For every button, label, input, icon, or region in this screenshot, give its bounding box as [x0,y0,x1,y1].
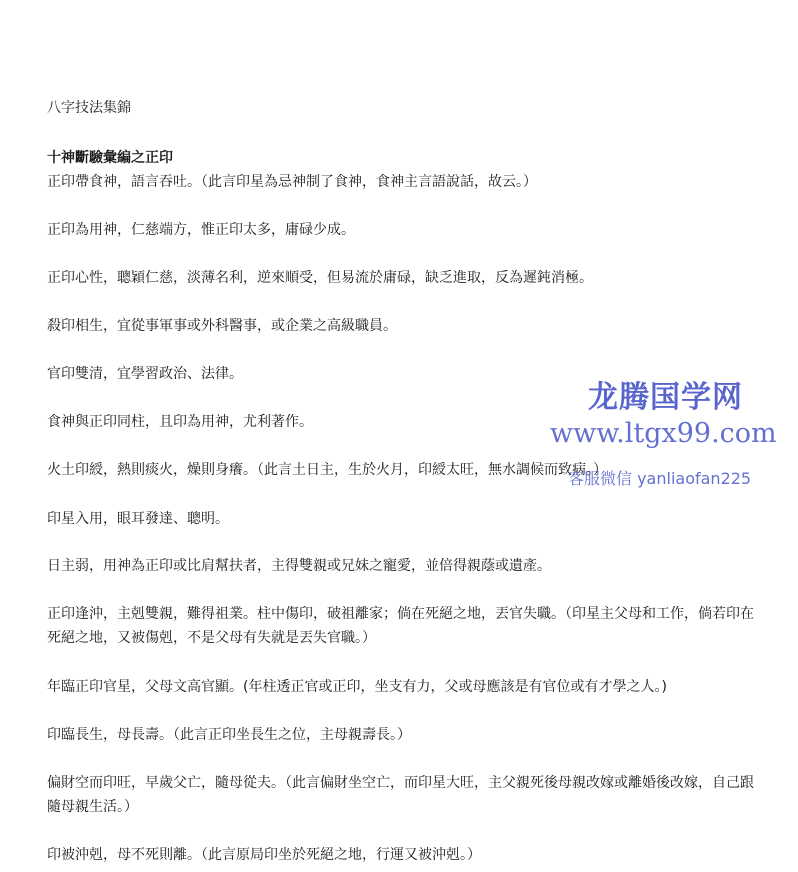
watermark-url: www.ltgx99.com [550,418,777,449]
paragraph: 食神與正印同柱，且印為用神，尤利著作。 [47,414,313,430]
document-header: 八字技法集錦 [47,100,131,116]
paragraph: 印星入用，眼耳發達、聰明。 [47,511,229,527]
paragraph: 偏財空而印旺，早歲父亡，隨母從夫。（此言偏財坐空亡，而印星大旺，主父親死後母親改嫁或離婚後改嫁，自己跟隨母親生活。） [47,775,754,815]
paragraph: 官印雙清，宜學習政治、法律。 [47,366,243,382]
paragraph: 火土印綬，熱則痰火，燥則身癢。（此言土日主，生於火月，印綬太旺，無水調候而致病。） [47,462,607,478]
paragraph: 正印為用神，仁慈端方，惟正印太多，庸碌少成。 [47,222,355,238]
paragraph: 正印帶食神，語言吞吐。（此言印星為忌神制了食神，食神主言語說話，故云。） [47,174,537,190]
watermark-contact: 客服微信 yanliaofan225 [568,469,752,488]
paragraph: 印臨長生，母長壽。（此言正印坐長生之位，主母親壽長。） [47,727,411,743]
section-title: 十神斷驗彙編之正印 [47,150,173,166]
paragraph: 殺印相生，宜從事軍事或外科醫事，或企業之高級職員。 [47,318,397,334]
paragraph: 印被沖剋，母不死則離。（此言原局印坐於死絕之地，行運又被沖剋。） [47,847,481,863]
paragraph: 年臨正印官星，父母文高官顯。(年柱透正官或正印，坐支有力，父或母應該是有官位或有才學之人。) [47,679,667,695]
paragraph: 正印心性，聰穎仁慈，淡薄名利，逆來順受，但易流於庸碌，缺乏進取，反為遲鈍消極。 [47,270,593,286]
paragraph: 正印逢沖，主剋雙親，難得祖業。柱中傷印，破祖離家；倘在死絕之地，丟官失職。（印星主父母和工作，倘若印在死絕之地，又被傷剋，不是父母有失就是丟失官職。） [47,606,754,646]
paragraph: 日主弱，用神為正印或比肩幫扶者，主得雙親或兄妹之寵愛，並倍得親蔭或遺產。 [47,558,551,574]
watermark-title: 龙腾国学网 [588,380,743,415]
